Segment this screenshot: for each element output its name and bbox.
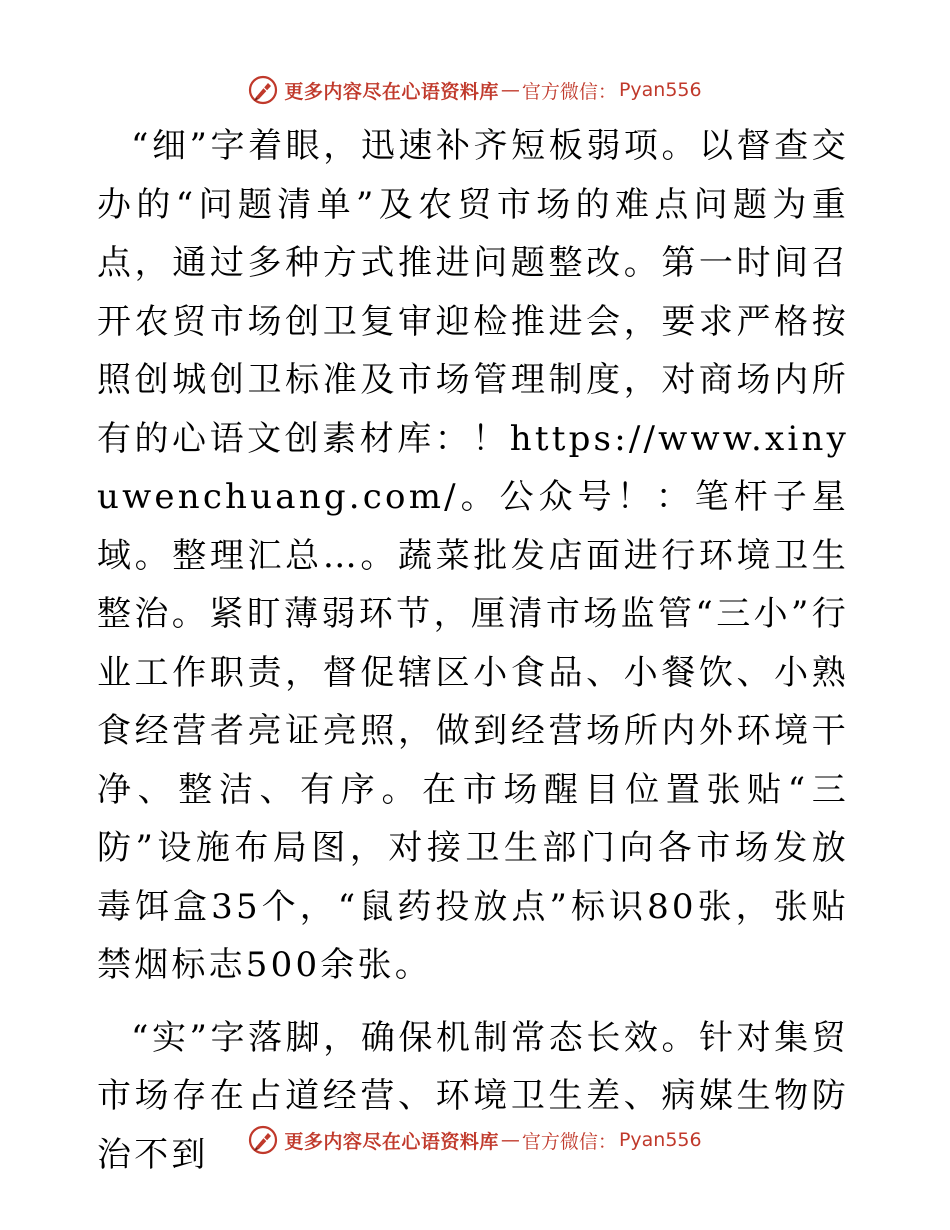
banner-title: 更多内容尽在心语资料库: [284, 1130, 499, 1153]
paragraph-xi: “细”字着眼，迅速补齐短板弱项。以督查交办的“问题清单”及农贸市场的难点问题为重点，通过多种方式推进问题整改。第一时间召开农贸市场创卫复审迎检推进会，要求严格按照创城创卫标准及市场管理制度，对商场内所有的心语文创素材库：！https://www.xinyuwenchuang.com/。公众号！：笔杆子星域。整理汇总…。蔬菜批发店面进行环境卫生整治。紧盯薄弱环节，厘清市场监管“三小”行业工作职责，督促辖区小食品、小餐饮、小熟食经营者亮证亮照，做到经营场所内外环境干净、整洁、有序。在市场醒目位置张贴“三防”设施布局图，对接卫生部门向各市场发放毒饵盒35个，“鼠药投放点”标识80张，张贴禁烟标志500余张。: [97, 126, 849, 985]
quill-pen-icon: [248, 1125, 278, 1155]
quill-pen-icon: [248, 75, 278, 105]
document-body: [97, 117, 849, 1184]
banner-wechat-label: 官方微信：: [521, 80, 617, 103]
banner-separator: —: [500, 1129, 520, 1151]
banner-wechat-label: 官方微信：: [521, 1130, 617, 1153]
header-banner: [0, 70, 950, 110]
banner-wechat-id: Pyan556: [618, 1129, 702, 1151]
paragraph-shi: “实”字落脚，确保机制常态长效。针对集贸市场存在占道经营、环境卫生差、病媒生物防治不到: [97, 1017, 849, 1175]
footer-banner: [0, 1120, 950, 1160]
banner-title: 更多内容尽在心语资料库: [284, 80, 499, 103]
banner-separator: —: [500, 79, 520, 101]
banner-wechat-id: Pyan556: [618, 79, 702, 101]
